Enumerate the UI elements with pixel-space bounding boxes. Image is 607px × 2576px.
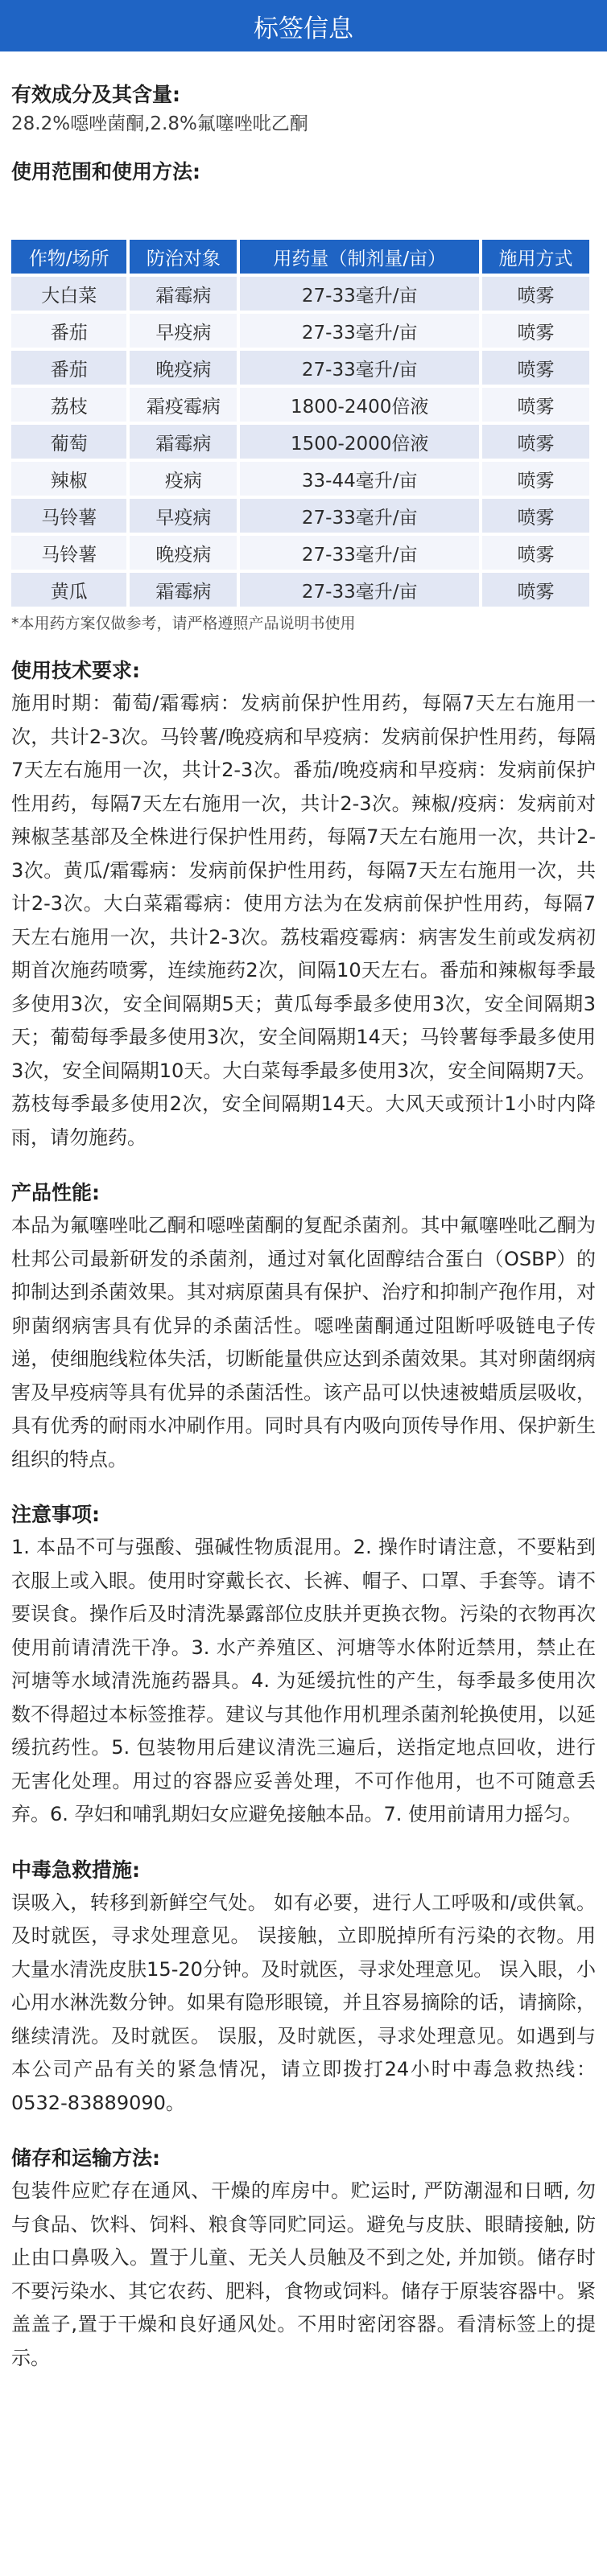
table-cell-method: 喷雾 [482,425,589,459]
technique-text: 施用时期：葡萄/霜霉病：发病前保护性用药，每隔7天左右施用一次，共计2-3次。马铃薯/晚疫病和早疫病：发病前保护性用药，每隔7天左右施用一次，共计2-3次。番茄/晚疫病和早疫病：发病前保护性用药，每隔7天左右施用一次，共计2-3次。辣椒/疫病：发病前对辣椒茎基部及全株进行保护性用药，每隔7天左右施用一次，共计2-3次。黄瓜/霜霉病：发病前保护性用药，每隔7天左右施用一次，共计2-3次。大白菜霜霉病：使用方法为在发病前保护性用药，每隔7天左右施用一次，共计2-3次。荔枝霜疫霉病：病害发生前或发病初期首次施药喷雾，连续施药2次，间隔10天左右。番茄和辣椒每季最多使用3次，安全间隔期5天；黄瓜每季最多使用3次，安全间隔期3天；葡萄每季最多使用3次，安全间隔期14天；马铃薯每季最多使用3次，安全间隔期10天。大白菜每季最多使用3次，安全间隔期7天。荔枝每季最多使用2次，安全间隔期14天。大风天或预计1小时内降雨，请勿施药。 [11,692,596,1149]
table-cell-dosage: 1500-2000倍液 [240,425,478,459]
usage-label: 使用范围和使用方法: [11,160,200,183]
table-row [11,499,589,533]
storage-text: 包装件应贮存在通风、干燥的库房中。贮运时, 严防潮湿和日晒, 勿与食品、饮料、饲料、粮食等同贮同运。避免与皮肤、眼睛接触, 防止由口鼻吸入。置于儿童、无关人员触及不到之处, 并加锁。储存时不要污染水、其它农药、肥料，食物或饲料。储存于原装容器中。紧盖盖子,置于干燥和良好通风处。不用时密闭容器。看清标签上的提示。 [11,2179,596,2369]
table-cell-crop: 葡萄 [11,425,126,459]
table-cell-dosage: 27-33毫升/亩 [240,499,478,533]
storage-label: 储存和运输方法: [11,2146,160,2170]
table-cell-dosage: 1800-2400倍液 [240,388,478,422]
table-cell-method: 喷雾 [482,536,589,570]
label-content [0,80,607,2375]
table-cell-target: 晚疫病 [130,536,237,570]
table-cell-target: 早疫病 [130,499,237,533]
usage-table-header [11,240,589,274]
table-row [11,462,589,496]
ingredients-label: 有效成分及其含量: [11,83,180,106]
table-cell-crop: 马铃薯 [11,536,126,570]
table-cell-target: 疫病 [130,462,237,496]
table-cell-method: 喷雾 [482,499,589,533]
usage-table-body [11,277,589,607]
performance-label: 产品性能: [11,1181,100,1204]
table-cell-dosage: 27-33毫升/亩 [240,277,478,311]
usage-footnote: *本用药方案仅做参考，请严格遵照产品说明书使用 [11,615,356,632]
table-cell-crop: 黄瓜 [11,573,126,607]
column-header-crop: 作物/场所 [11,240,126,274]
table-cell-dosage: 27-33毫升/亩 [240,314,478,348]
table-cell-dosage: 33-44毫升/亩 [240,462,478,496]
column-header-dosage: 用药量（制剂量/亩） [240,240,478,274]
table-row [11,425,589,459]
page-title: 标签信息 [0,0,607,51]
ingredients-value: 28.2%噁唑菌酮,2.8%氟噻唑吡乙酮 [11,113,308,134]
table-cell-target: 霜霉病 [130,573,237,607]
table-cell-crop: 马铃薯 [11,499,126,533]
table-cell-method: 喷雾 [482,388,589,422]
table-row [11,536,589,570]
table-row [11,277,589,311]
table-cell-method: 喷雾 [482,314,589,348]
table-row [11,573,589,607]
table-cell-crop: 大白菜 [11,277,126,311]
table-cell-method: 喷雾 [482,351,589,385]
table-cell-crop: 荔枝 [11,388,126,422]
technique-label: 使用技术要求: [11,659,140,682]
table-cell-crop: 番茄 [11,314,126,348]
table-cell-dosage: 27-33毫升/亩 [240,536,478,570]
precautions-text: 1. 本品不可与强酸、强碱性物质混用。2. 操作时请注意，不要粘到衣服上或入眼。使用时穿戴长衣、长裤、帽子、口罩、手套等。请不要误食。操作后及时清洗暴露部位皮肤并更换衣物。污染的衣物再次使用前请清洗干净。3. 水产养殖区、河塘等水体附近禁用，禁止在河塘等水域清洗施药器具。4. 为延缓抗性的产生，每季最多使用次数不得超过本标签推荐。建议与其他作用机理杀菌剂轮换使用，以延缓抗药性。5. 包装物用后建议清洗三遍后，送指定地点回收，进行无害化处理。用过的容器应妥善处理，不可作他用，也不可随意丢弃。6. 孕妇和哺乳期妇女应避免接触本品。7. 使用前请用力摇匀。 [11,1536,596,1825]
performance-text: 本品为氟噻唑吡乙酮和噁唑菌酮的复配杀菌剂。其中氟噻唑吡乙酮为杜邦公司最新研发的杀菌剂，通过对氧化固醇结合蛋白（OSBP）的抑制达到杀菌效果。其对病原菌具有保护、治疗和抑制产孢作用，对卵菌纲病害具有优异的杀菌活性。噁唑菌酮通过阻断呼吸链电子传递，使细胞线粒体失活，切断能量供应达到杀菌效果。其对卵菌纲病害及早疫病等具有优异的杀菌活性。该产品可以快速被蜡质层吸收，具有优秀的耐雨水冲刷作用。同时具有内吸向顶传导作用、保护新生组织的特点。 [11,1214,596,1471]
table-cell-crop: 番茄 [11,351,126,385]
first-aid-text: 误吸入，转移到新鲜空气处。 如有必要，进行人工呼吸和/或供氧。及时就医，寻求处理意见。 误接触，立即脱掉所有污染的衣物。用大量水清洗皮肤15-20分钟。及时就医，寻求处理意见。 误入眼，小心用水淋洗数分钟。如果有隐形眼镜，并且容易摘除的话，请摘除，继续清洗。及时就医。 误服，及时就医，寻求处理意见。如遇到与本公司产品有关的紧急情况，请立即拨打24小时中毒急救热线：0532-83889090。 [11,1891,596,2114]
first-aid-label: 中毒急救措施: [11,1858,140,1882]
table-cell-method: 喷雾 [482,462,589,496]
table-cell-method: 喷雾 [482,277,589,311]
table-cell-target: 霜霉病 [130,425,237,459]
table-cell-target: 霜霉病 [130,277,237,311]
table-cell-crop: 辣椒 [11,462,126,496]
column-header-target: 防治对象 [130,240,237,274]
table-row [11,351,589,385]
table-row [11,388,589,422]
precautions-label: 注意事项: [11,1503,100,1526]
usage-table [8,237,593,610]
table-cell-target: 早疫病 [130,314,237,348]
table-cell-target: 霜疫霉病 [130,388,237,422]
table-cell-method: 喷雾 [482,573,589,607]
table-cell-dosage: 27-33毫升/亩 [240,351,478,385]
table-cell-target: 晚疫病 [130,351,237,385]
table-row [11,314,589,348]
column-header-method: 施用方式 [482,240,589,274]
table-cell-dosage: 27-33毫升/亩 [240,573,478,607]
